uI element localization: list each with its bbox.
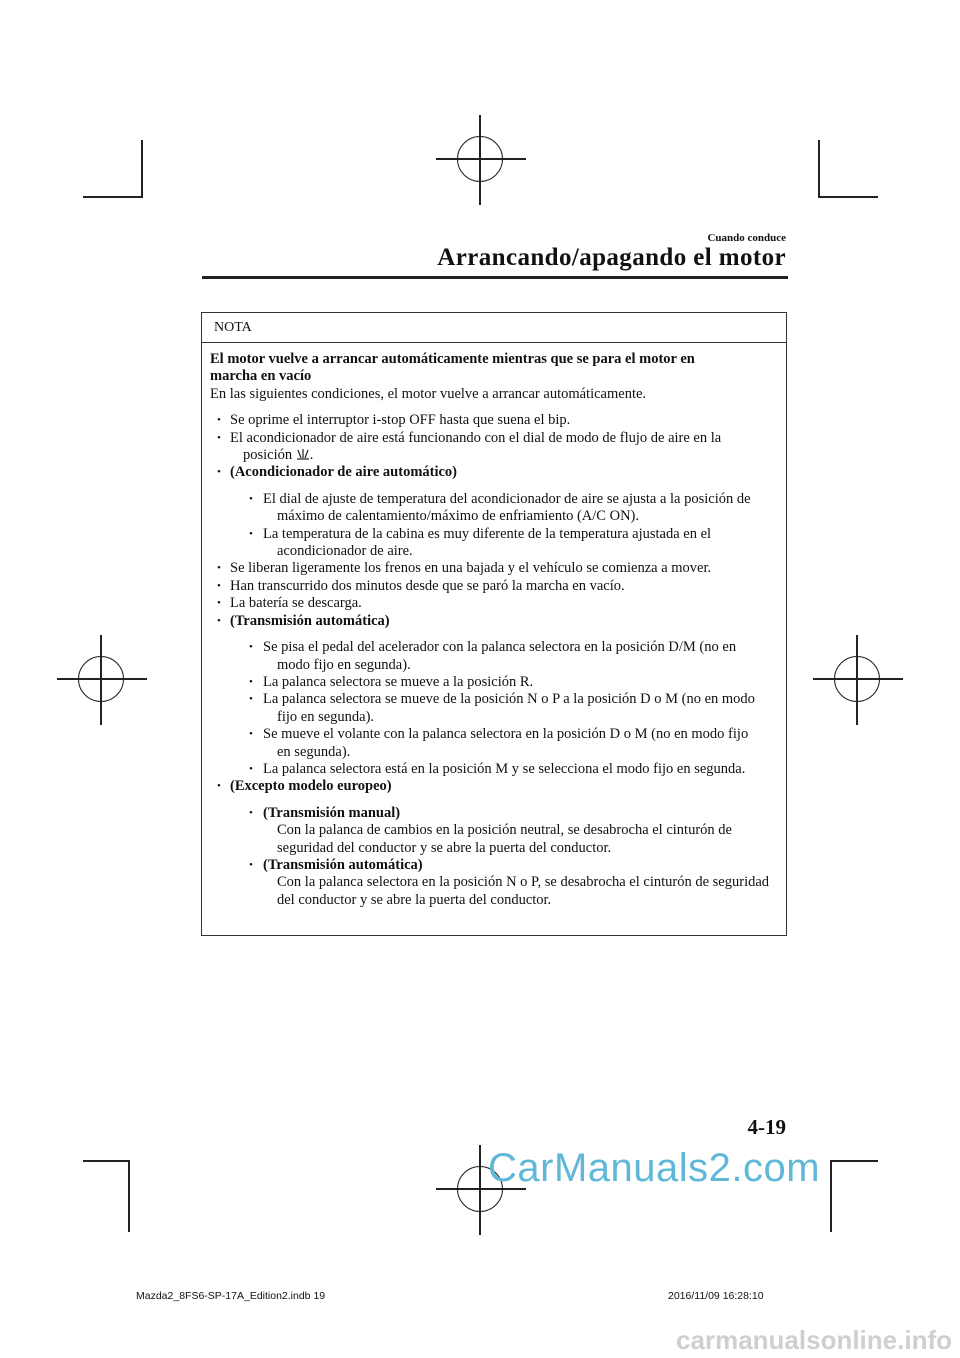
list-item: • (Transmisión manual) Con la palanca de cambios en la posición neutral, se desabrocha el cinturón de seguridad del conductor y se abre la puerta del conductor. (263, 805, 774, 857)
note-body (202, 343, 786, 909)
crop-mark (128, 1160, 130, 1232)
defrost-airflow-icon (296, 448, 310, 460)
list-item: • Han transcurrido dos minutos desde que se paró la marcha en vacío. (230, 578, 774, 595)
crop-mark (818, 196, 878, 198)
footer-filename: Mazda2_8FS6-SP-17A_Edition2.indb 19 (136, 1290, 326, 1302)
crop-mark (141, 140, 143, 198)
list-item: • (Excepto modelo europeo) • (Transmisión manual) Con la palanca de cambios en la posición neutral, se desabrocha el cinturón de seguridad del conductor y se abre la puerta del conductor. • (Transmisión automática) Con la palanca selectora en la posición N o P, se desabrocha el cinturón de seguridad del conductor y se abre la puerta del conductor. (230, 778, 774, 909)
watermark-logo[interactable]: CarManuals2.com (488, 1146, 821, 1190)
sub-list (243, 491, 774, 561)
sub-list (243, 805, 774, 909)
page-title: Arrancando/apagando el motor (437, 244, 786, 271)
crop-mark (83, 196, 143, 198)
page-number: 4-19 (747, 1115, 786, 1139)
crop-mark (83, 1160, 129, 1162)
list-item: • El dial de ajuste de temperatura del acondicionador de aire se ajusta a la posición de máximo de calentamiento/máximo de enfriamiento (A/C ON). (263, 491, 774, 526)
list-item: • La palanca selectora se mueve a la posición R. (263, 674, 774, 691)
registration-mark-icon (834, 656, 882, 704)
crop-mark (830, 1160, 832, 1232)
list-item: • La temperatura de la cabina es muy diferente de la temperatura ajustada en el acondicionador de aire. (263, 526, 774, 561)
list-item: • Se oprime el interruptor i-stop OFF hasta que suena el bip. (230, 412, 774, 429)
list-item: • La batería se descarga. (230, 595, 774, 612)
list-item: • Se mueve el volante con la palanca selectora en la posición D o M (no en modo fijo en segunda). (263, 726, 774, 761)
section-label: Cuando conduce (707, 232, 786, 244)
condition-list (230, 412, 774, 909)
sub-list (243, 639, 774, 778)
crop-mark (830, 1160, 878, 1162)
note-heading-line: El motor vuelve a arrancar automáticamente mientras que se para el motor en (210, 351, 695, 367)
site-watermark[interactable]: carmanualsonline.info (676, 1325, 952, 1355)
title-rule (202, 276, 788, 279)
note-heading-line: marcha en vacío (210, 368, 312, 385)
list-item: • La palanca selectora se mueve de la posición N o P a la posición D o M (no en modo fijo en segunda). (263, 691, 774, 726)
note-heading (210, 351, 774, 386)
list-item: • El acondicionador de aire está funcionando con el dial de modo de flujo de aire en la posición . (230, 430, 774, 465)
note-box (201, 312, 787, 936)
list-item: • (Acondicionador de aire automático) • El dial de ajuste de temperatura del acondicionador de aire se ajusta a la posición de máximo de calentamiento/máximo de enfriamiento (A/C ON). • La temperatura de la cabina es muy diferente de la temperatura ajustada en el acondicionador de aire. (230, 464, 774, 560)
list-item: • (Transmisión automática) Con la palanca selectora en la posición N o P, se desabrocha el cinturón de seguridad del conductor y se abre la puerta del conductor. (263, 857, 774, 909)
registration-mark-icon (457, 136, 505, 184)
crop-mark (818, 140, 820, 198)
list-item: • La palanca selectora está en la posición M y se selecciona el modo fijo en segunda. (263, 761, 774, 778)
list-item: • Se pisa el pedal del acelerador con la palanca selectora en la posición D/M (no en modo fijo en segunda). (263, 639, 774, 674)
note-label: NOTA (202, 313, 786, 343)
list-item: • (Transmisión automática) • Se pisa el pedal del acelerador con la palanca selectora en la posición D/M (no en modo fijo en segunda). • La palanca selectora se mueve a la posición R. • La palanca selectora se mueve de la posición N o P a la posición D o M (no en modo fijo en segunda). • Se mueve el volante con la palanca selectora en la posición D o M (no en modo fijo en segunda). • La palanca selectora está en la posición M y se selecciona el modo fijo en segunda. (230, 613, 774, 779)
list-item: • Se liberan ligeramente los frenos en una bajada y el vehículo se comienza a mover. (230, 560, 774, 577)
footer-timestamp: 2016/11/09 16:28:10 (668, 1290, 764, 1302)
note-intro: En las siguientes condiciones, el motor vuelve a arrancar automáticamente. (210, 385, 647, 402)
registration-mark-icon (78, 656, 126, 704)
